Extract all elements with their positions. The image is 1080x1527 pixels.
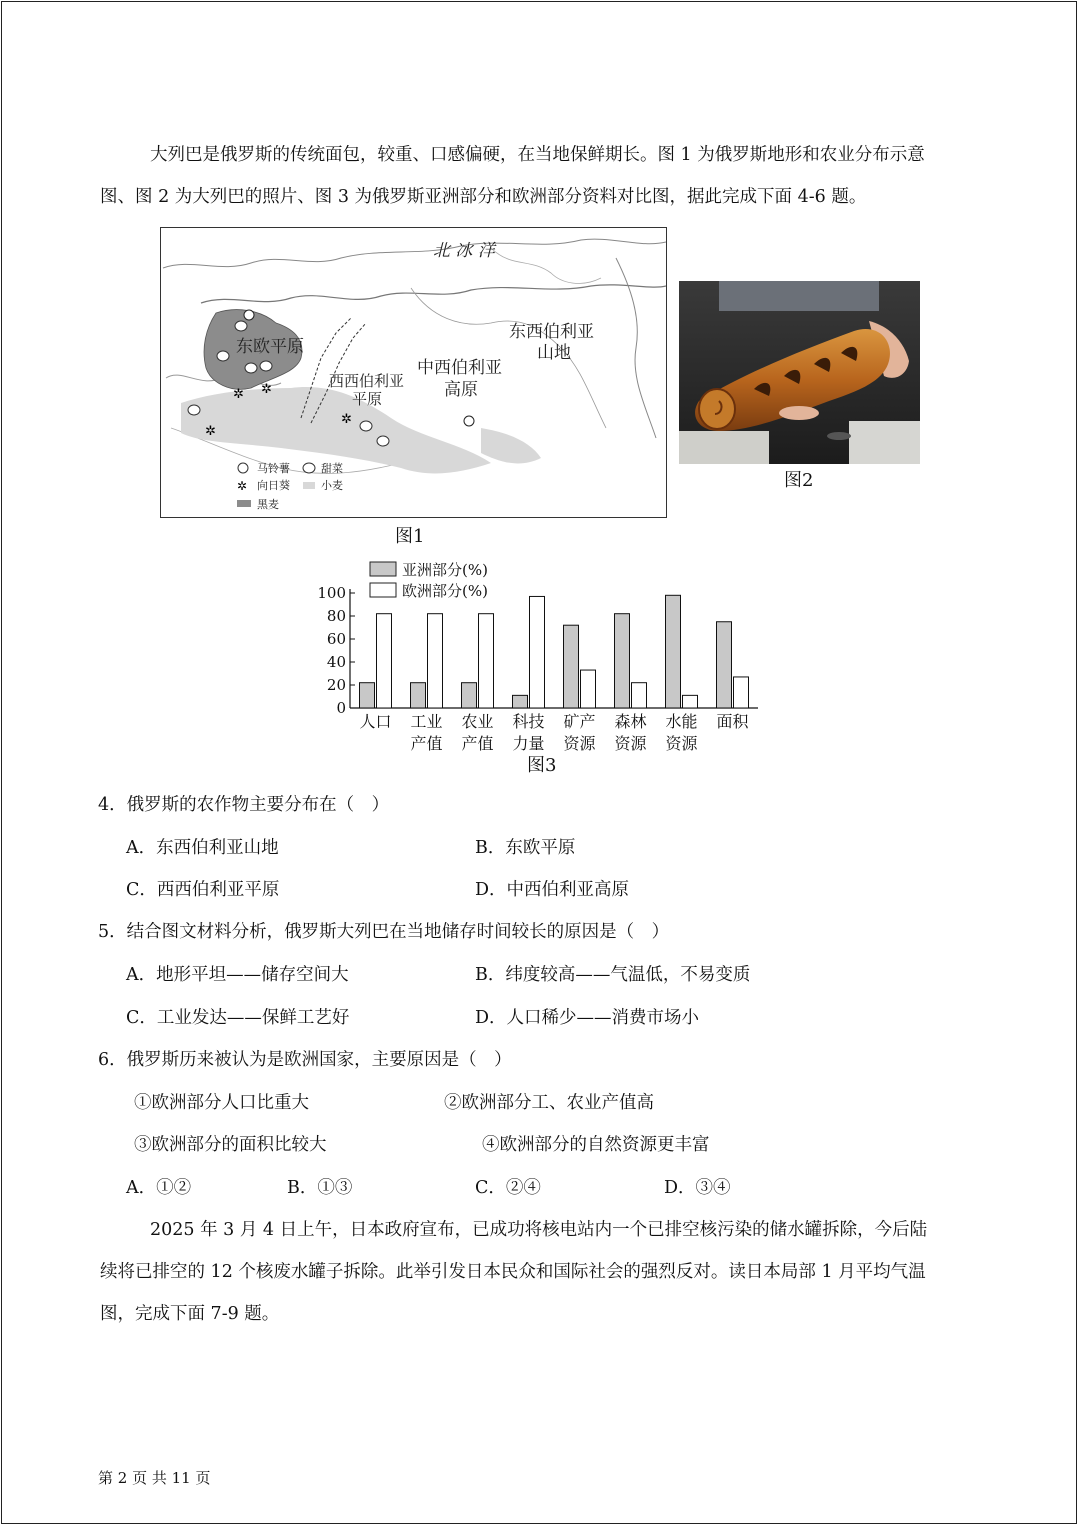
bar-europe (683, 695, 698, 708)
y-tick-label: 20 (326, 676, 346, 694)
label-east-siberia-2: 山地 (537, 343, 571, 363)
q6-statement-2: ②欧洲部分工、农业产值高 (444, 1093, 654, 1113)
label-central-siberia-2: 高原 (444, 380, 478, 400)
x-tick-label: 矿产 (563, 712, 596, 731)
bar-asia (411, 683, 426, 708)
x-tick-label: 工业 (410, 712, 443, 731)
sunflower-icon: ✲ (205, 424, 216, 439)
potato-icon (235, 321, 247, 331)
passage2-line-2: 续将已排空的 12 个核废水罐子拆除。此举引发日本民众和国际社会的强烈反对。读日本局部 1 月平均气温 (100, 1262, 926, 1282)
x-tick-label: 面积 (716, 712, 749, 731)
beet-icon (188, 405, 200, 415)
label-arctic: 北 冰 洋 (433, 241, 495, 261)
bar-europe (581, 670, 596, 708)
x-tick-label: 人口 (359, 712, 392, 731)
sunflower-icon: ✲ (233, 387, 244, 402)
figure-2-bread-photo (679, 281, 920, 464)
q5-option-c: C．工业发达——保鲜工艺好 (126, 1008, 350, 1028)
beet-icon (360, 421, 372, 431)
q6-option-c: C．②④ (475, 1178, 541, 1198)
intro-line-1: 大列巴是俄罗斯的传统面包，较重、口感偏硬，在当地保鲜期长。图 1 为俄罗斯地形和农业分布示意 (150, 145, 925, 165)
map-legend (237, 461, 343, 511)
bar-asia (564, 625, 579, 708)
y-tick-label: 80 (326, 607, 346, 625)
y-tick-label: 100 (317, 584, 346, 602)
legend-swatch-europe (370, 583, 396, 597)
figure-1-caption: 图1 (395, 526, 425, 547)
q4-option-a: A．东西伯利亚山地 (126, 838, 279, 858)
x-tick-label: 产值 (461, 734, 494, 753)
x-tick-label: 科技 (512, 712, 545, 731)
bar-asia (360, 683, 375, 708)
q4-option-d: D．中西伯利亚高原 (475, 880, 630, 900)
beet-icon (377, 436, 389, 446)
russia-map-svg (161, 228, 667, 518)
marker-circle-1 (244, 310, 254, 320)
legend-sunflower: 向日葵 (257, 479, 290, 492)
label-west-siberia-1: 西西伯利亚 (329, 372, 405, 390)
page-footer: 第 2 页 共 11 页 (98, 1469, 211, 1487)
bar-europe (377, 614, 392, 708)
label-central-siberia-1: 中西伯利亚 (417, 358, 502, 378)
q5-option-d: D．人口稀少——消费市场小 (475, 1008, 700, 1028)
q6-statement-4: ④欧洲部分的自然资源更丰富 (482, 1135, 710, 1155)
bar-europe (479, 614, 494, 708)
q5-option-a: A．地形平坦——储存空间大 (126, 965, 349, 985)
bar-asia (666, 595, 681, 708)
q4-option-b: B．东欧平原 (475, 838, 576, 858)
bar-asia (513, 695, 528, 708)
q6-statement-1: ①欧洲部分人口比重大 (134, 1093, 309, 1113)
q6-statement-3: ③欧洲部分的面积比较大 (134, 1135, 327, 1155)
x-tick-label: 森林 (614, 712, 647, 731)
x-tick-label: 力量 (512, 734, 545, 753)
q5-option-b: B．纬度较高——气温低，不易变质 (475, 965, 751, 985)
q6-stem: 6．俄罗斯历来被认为是欧洲国家，主要原因是（ ） (98, 1050, 512, 1070)
q5-stem: 5．结合图文材料分析，俄罗斯大列巴在当地储存时间较长的原因是（ ） (98, 922, 670, 942)
legend-potato: 马铃薯 (257, 462, 290, 475)
intro-line-2: 图、图 2 为大列巴的照片、图 3 为俄罗斯亚洲部分和欧洲部分资料对比图，据此完成下面 4-6 题。 (100, 187, 867, 207)
passage2-line-3: 图，完成下面 7-9 题。 (100, 1304, 280, 1324)
x-tick-label: 资源 (563, 734, 596, 753)
chart-legend (370, 561, 488, 600)
y-tick-label: 60 (326, 630, 346, 648)
x-tick-label: 农业 (461, 712, 494, 731)
wheat-region-east (481, 428, 541, 463)
figure-2-caption: 图2 (784, 470, 814, 491)
bar-europe (530, 596, 545, 708)
bar-europe (428, 614, 443, 708)
label-west-siberia-2: 平原 (352, 390, 383, 408)
label-east-europe: 东欧平原 (236, 337, 304, 357)
q6-option-a: A．①② (126, 1178, 192, 1198)
sunflower-icon: ✲ (341, 412, 352, 427)
potato-icon (217, 351, 229, 361)
legend-swatch-asia (370, 562, 396, 576)
bar-europe (734, 677, 749, 708)
q4-stem: 4．俄罗斯的农作物主要分布在（ ） (98, 795, 390, 815)
bar-asia (462, 683, 477, 708)
y-tick-label: 40 (326, 653, 346, 671)
x-tick-label: 资源 (665, 734, 698, 753)
y-tick-label: 0 (336, 699, 346, 717)
label-east-siberia-1: 东西伯利亚 (509, 322, 594, 342)
bar-europe (632, 683, 647, 708)
figure-1-map (160, 227, 667, 518)
legend-label-europe: 欧洲部分(%) (402, 582, 488, 600)
beet-icon (245, 363, 257, 373)
bar-asia (717, 622, 732, 708)
sunflower-icon: ✲ (261, 382, 272, 397)
svg-text:✲: ✲ (237, 479, 248, 493)
q6-option-b: B．①③ (287, 1178, 353, 1198)
x-tick-label: 产值 (410, 734, 443, 753)
passage2-line-1: 2025 年 3 月 4 日上午，日本政府宣布，已成功将核电站内一个已排空核污染的储水罐拆除，今后陆 (150, 1220, 928, 1240)
q4-option-c: C．西西伯利亚平原 (126, 880, 280, 900)
potato-icon (260, 361, 272, 371)
legend-wheat: 小麦 (321, 479, 343, 492)
bar-asia (615, 614, 630, 708)
figure-3-bar-chart (310, 555, 780, 780)
q6-option-d: D．③④ (664, 1178, 731, 1198)
legend-rye: 黑麦 (257, 498, 279, 511)
legend-beet: 甜菜 (321, 462, 343, 475)
x-tick-label: 资源 (614, 734, 647, 753)
legend-label-asia: 亚洲部分(%) (402, 561, 488, 579)
x-tick-label: 水能 (665, 712, 698, 731)
figure-3-caption: 图3 (527, 755, 557, 776)
marker-circle-2 (464, 416, 474, 426)
